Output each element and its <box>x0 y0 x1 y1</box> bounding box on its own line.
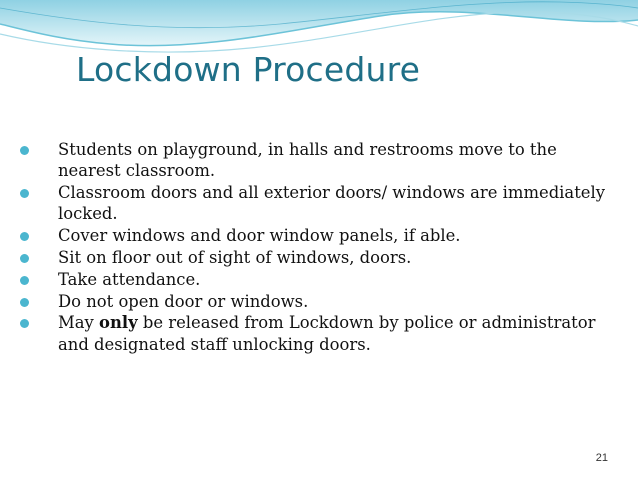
bullet-text-emphasis: only <box>99 313 138 333</box>
bullet-icon <box>20 298 29 307</box>
bullet-item <box>20 269 620 290</box>
bullet-text: Sit on floor out of sight of windows, doors. <box>58 247 412 267</box>
bullet-item <box>20 139 620 182</box>
bullet-text: Do not open door or windows. <box>58 291 309 311</box>
slide-number: 21 <box>595 452 608 464</box>
bullet-item <box>20 247 620 268</box>
bullet-text: Students on playground, in halls and restrooms move to the nearest classroom. <box>58 140 557 181</box>
bullet-item <box>20 291 620 312</box>
bullet-icon <box>20 146 29 155</box>
bullet-list <box>20 139 620 355</box>
bullet-icon <box>20 254 29 263</box>
bullet-icon <box>20 319 29 328</box>
bullet-icon <box>20 276 29 285</box>
bullet-text-post: be released from Lockdown by police or administrator and designated staff unlocking doors. <box>58 313 596 354</box>
slide-title: Lockdown Procedure <box>76 50 421 89</box>
bullet-icon <box>20 189 29 198</box>
bullet-icon <box>20 232 29 241</box>
bullet-text: Take attendance. <box>58 269 201 289</box>
bullet-item <box>20 225 620 246</box>
bullet-text-pre: May <box>58 313 100 333</box>
bullet-text: Classroom doors and all exterior doors/ windows are immediately locked. <box>58 183 605 224</box>
bullet-item <box>20 182 620 225</box>
bullet-item <box>20 312 620 355</box>
bullet-text: Cover windows and door window panels, if able. <box>58 226 461 246</box>
